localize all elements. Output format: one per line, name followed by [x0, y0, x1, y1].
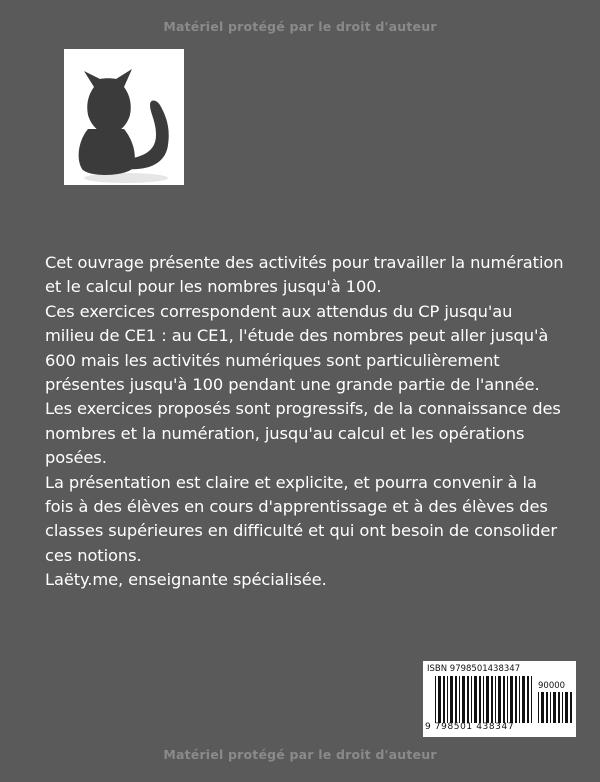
blurb-signature: Laëty.me, enseignante spécialisée.: [45, 570, 327, 590]
isbn-barcode: [423, 661, 576, 737]
isbn-digits: 9 798501 438347: [425, 722, 515, 732]
blurb-paragraph: La présentation est claire et explicite, et pourra convenir à la fois à des élèves en cours d'apprentissage et à des élèves des classes supérieures en difficulté et qui ont besoin de consolider ces notions.: [45, 472, 557, 565]
blurb-paragraph: Ces exercices correspondent aux attendus du CP jusqu'au milieu de CE1 : au CE1, l'étude des nombres peut aller jusqu'à 600 mais les activités numériques sont particulièrement présentes jusqu'à 100 pendant une grande partie de l'année.: [45, 301, 549, 395]
barcode-bars: [435, 676, 533, 723]
addon-barcode-bars: [538, 692, 572, 723]
back-cover-blurb: [45, 251, 565, 593]
blurb-paragraph: Cet ouvrage présente des activités pour travailler la numération et le calcul pour les nombres jusqu'à 100.: [45, 253, 564, 297]
cat-silhouette-icon: [64, 49, 184, 185]
copyright-watermark-top: Matériel protégé par le droit d'auteur: [163, 19, 437, 34]
cat-illustration: [64, 49, 184, 185]
copyright-watermark-bottom: Matériel protégé par le droit d'auteur: [163, 747, 437, 762]
price-code: 90000: [538, 681, 566, 691]
blurb-paragraph: Les exercices proposés sont progressifs, de la connaissance des nombres et la numération, jusqu'au calcul et les opérations posées.: [45, 399, 561, 468]
isbn-label: ISBN 9798501438347: [427, 664, 521, 674]
